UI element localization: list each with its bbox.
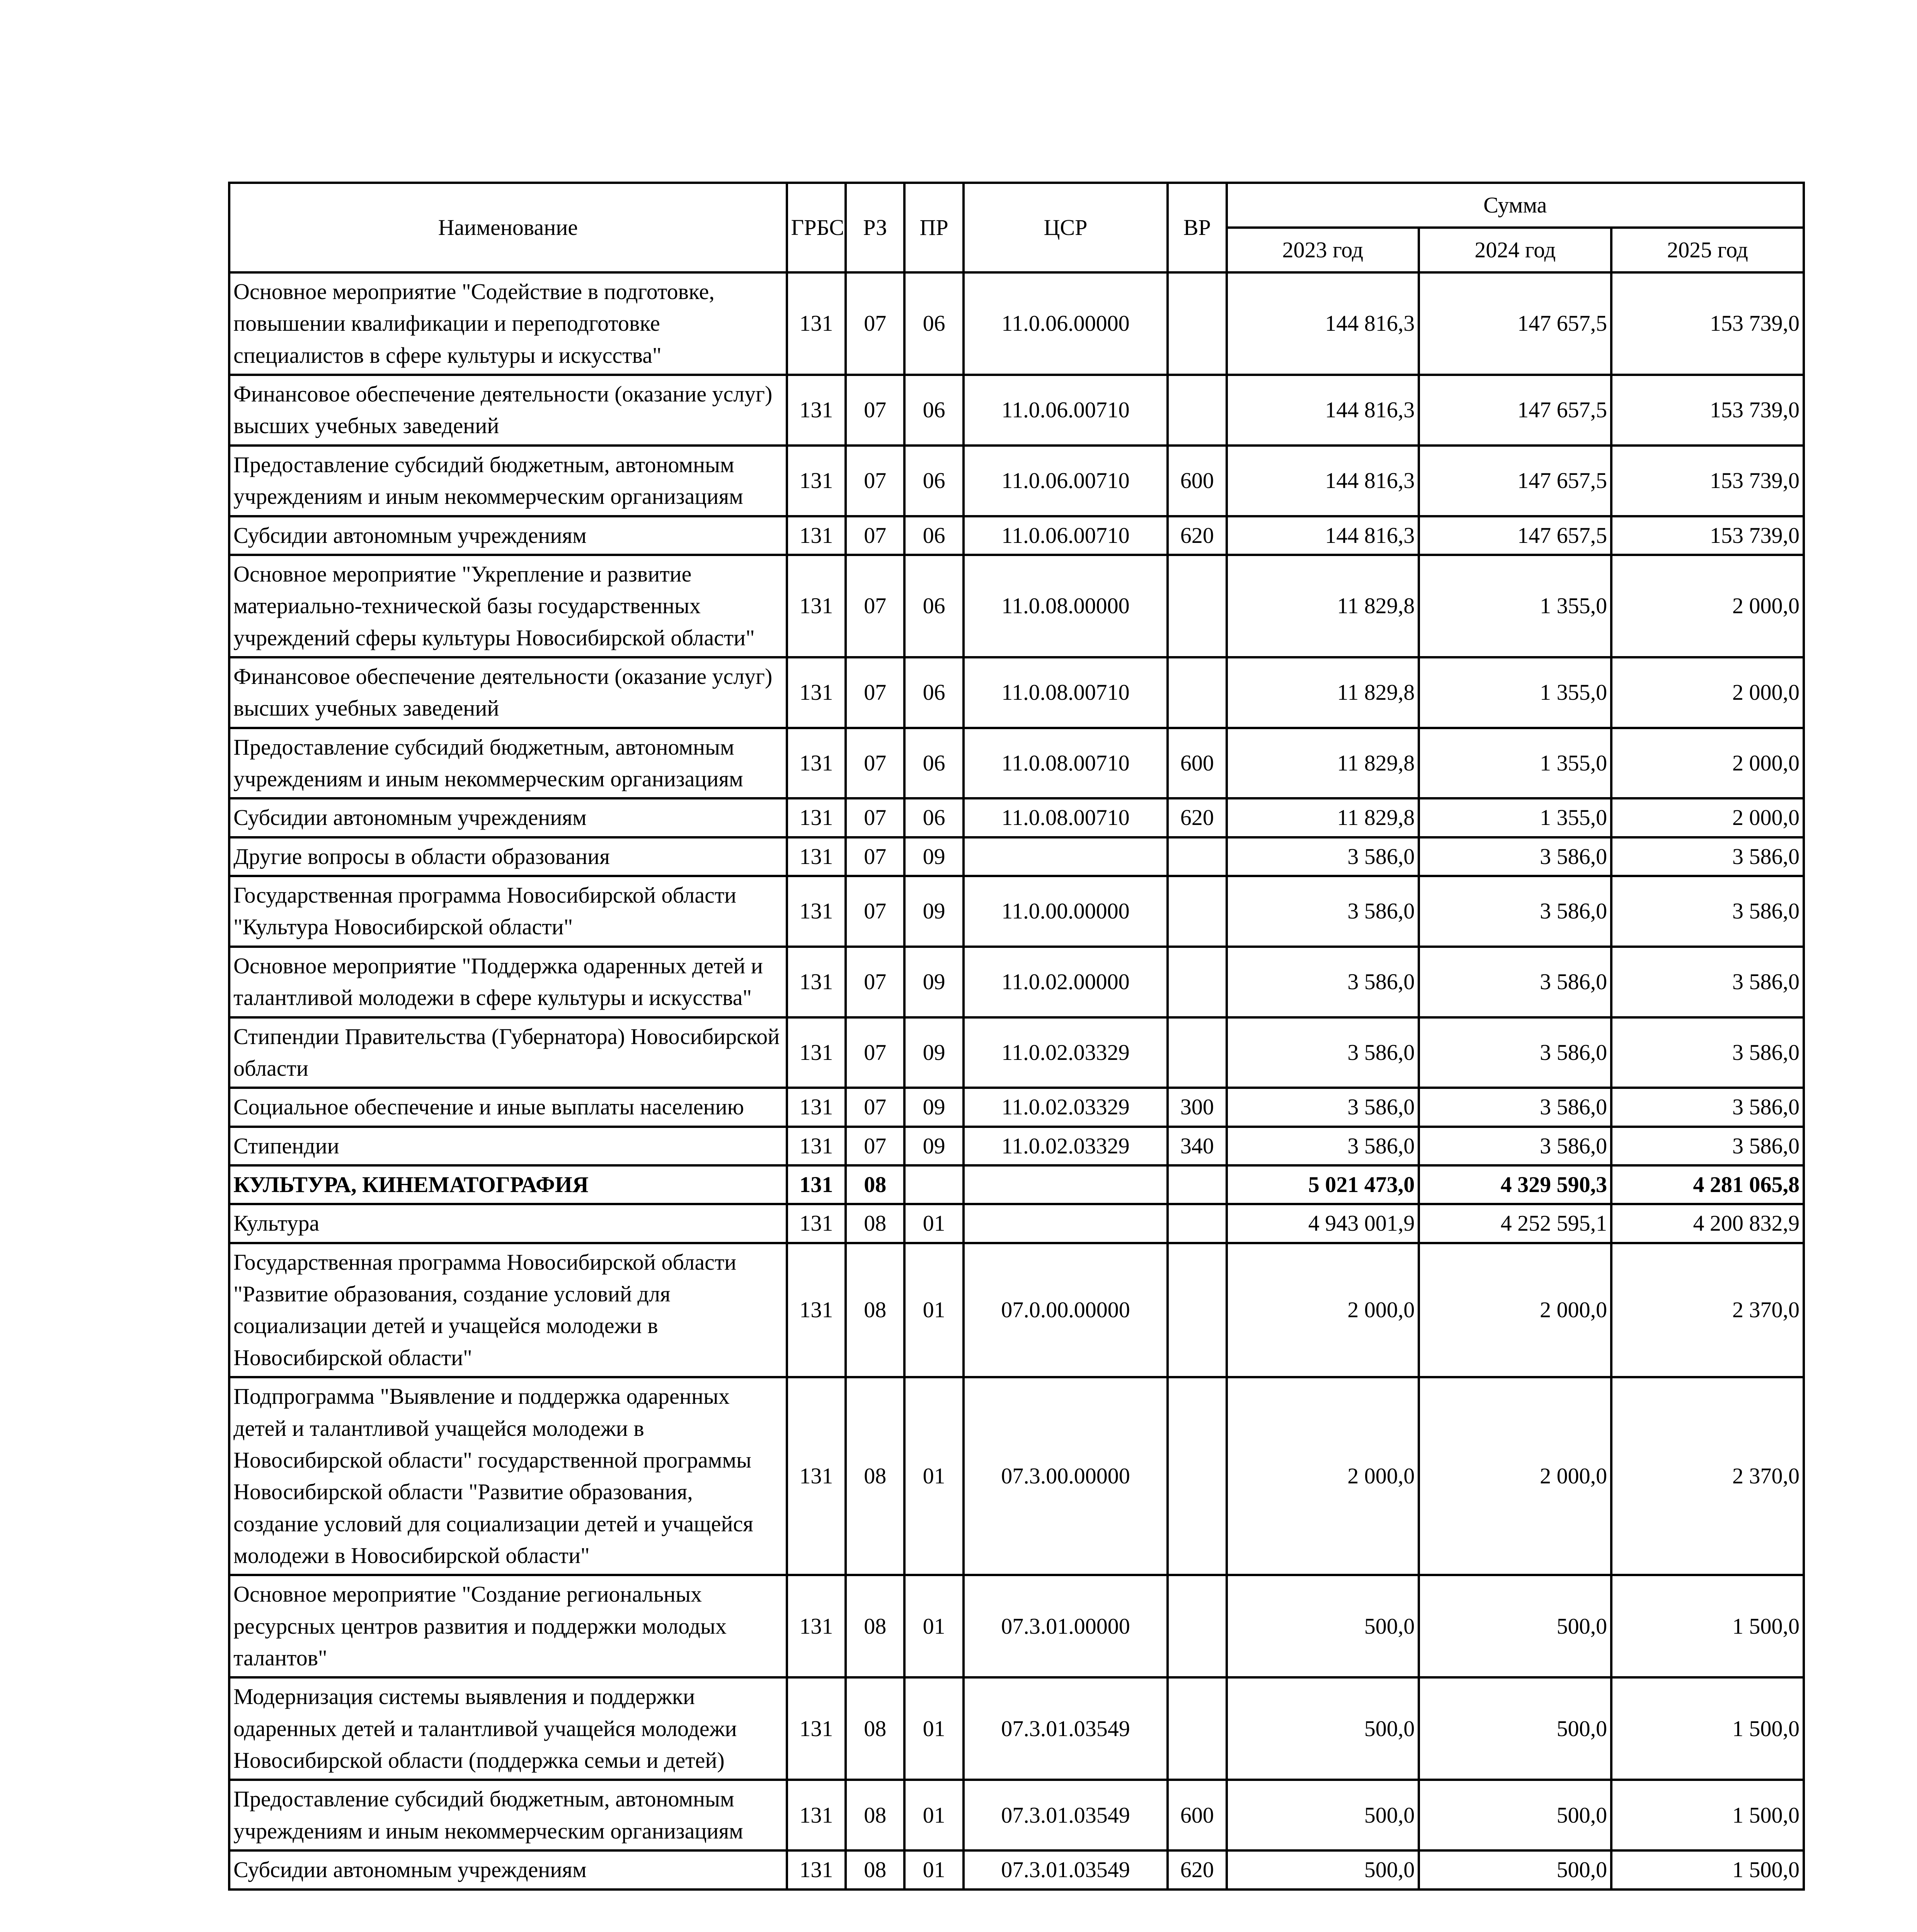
- table-row: [229, 1377, 1804, 1575]
- name-cell: Финансовое обеспечение деятельности (оказание услуг) высших учебных заведений: [229, 375, 787, 446]
- header-vr: ВР: [1168, 183, 1226, 272]
- amount-2024-cell: 4 329 590,3: [1419, 1165, 1611, 1204]
- vr-cell: [1168, 1243, 1226, 1377]
- vr-cell: [1168, 375, 1226, 446]
- name-cell: Основное мероприятие "Содействие в подготовке, повышении квалификации и переподготовке специалистов в сфере культуры и искусства": [229, 272, 787, 375]
- name-cell: Социальное обеспечение и иные выплаты населению: [229, 1088, 787, 1126]
- name-cell: Модернизация системы выявления и поддержки одаренных детей и талантливой учащейся молодежи Новосибирской области (поддержка семьи и детей): [229, 1677, 787, 1780]
- vr-cell: [1168, 272, 1226, 375]
- name-cell: Государственная программа Новосибирской области "Развитие образования, создание условий для социализации детей и учащейся молодежи в Новосибирской области": [229, 1243, 787, 1377]
- grbs-cell: 131: [787, 1575, 846, 1677]
- amount-2025-cell: 2 000,0: [1611, 798, 1804, 837]
- csr-cell: 11.0.06.00710: [964, 446, 1168, 516]
- rz-cell: 07: [846, 1017, 904, 1088]
- table-row: [229, 876, 1804, 947]
- name-cell: Предоставление субсидий бюджетным, автономным учреждениям и иным некоммерческим организациям: [229, 446, 787, 516]
- header-rz: РЗ: [846, 183, 904, 272]
- grbs-cell: 131: [787, 1017, 846, 1088]
- pr-cell: 09: [904, 1088, 963, 1126]
- amount-2024-cell: 147 657,5: [1419, 272, 1611, 375]
- pr-cell: 01: [904, 1677, 963, 1780]
- name-cell: Предоставление субсидий бюджетным, автономным учреждениям и иным некоммерческим организациям: [229, 728, 787, 799]
- name-cell: КУЛЬТУРА, КИНЕМАТОГРАФИЯ: [229, 1165, 787, 1204]
- rz-cell: 07: [846, 446, 904, 516]
- vr-cell: [1168, 1017, 1226, 1088]
- grbs-cell: 131: [787, 516, 846, 555]
- amount-2025-cell: 1 500,0: [1611, 1850, 1804, 1889]
- grbs-cell: 131: [787, 837, 846, 876]
- name-cell: Стипендии: [229, 1127, 787, 1165]
- csr-cell: 11.0.02.03329: [964, 1017, 1168, 1088]
- csr-cell: 11.0.08.00000: [964, 555, 1168, 657]
- grbs-cell: 131: [787, 1088, 846, 1126]
- rz-cell: 07: [846, 375, 904, 446]
- pr-cell: 06: [904, 798, 963, 837]
- grbs-cell: 131: [787, 1243, 846, 1377]
- pr-cell: 01: [904, 1850, 963, 1889]
- vr-cell: 600: [1168, 728, 1226, 799]
- amount-2024-cell: 1 355,0: [1419, 555, 1611, 657]
- table-row: [229, 272, 1804, 375]
- pr-cell: 06: [904, 516, 963, 555]
- amount-2024-cell: 500,0: [1419, 1780, 1611, 1850]
- grbs-cell: 131: [787, 1377, 846, 1575]
- table-row: [229, 516, 1804, 555]
- table-row: [229, 1127, 1804, 1165]
- table-row: [229, 1780, 1804, 1850]
- csr-cell: [964, 1204, 1168, 1243]
- rz-cell: 08: [846, 1243, 904, 1377]
- amount-2024-cell: 4 252 595,1: [1419, 1204, 1611, 1243]
- amount-2025-cell: 4 281 065,8: [1611, 1165, 1804, 1204]
- amount-2023-cell: 144 816,3: [1227, 516, 1419, 555]
- name-cell: Субсидии автономным учреждениям: [229, 516, 787, 555]
- amount-2025-cell: 4 200 832,9: [1611, 1204, 1804, 1243]
- grbs-cell: 131: [787, 375, 846, 446]
- amount-2023-cell: 3 586,0: [1227, 947, 1419, 1017]
- csr-cell: 11.0.08.00710: [964, 728, 1168, 799]
- table-body: [229, 272, 1804, 1889]
- amount-2025-cell: 2 370,0: [1611, 1243, 1804, 1377]
- amount-2025-cell: 1 500,0: [1611, 1677, 1804, 1780]
- amount-2025-cell: 2 000,0: [1611, 555, 1804, 657]
- amount-2025-cell: 1 500,0: [1611, 1780, 1804, 1850]
- amount-2025-cell: 3 586,0: [1611, 947, 1804, 1017]
- pr-cell: 01: [904, 1575, 963, 1677]
- table-row: [229, 1165, 1804, 1204]
- csr-cell: 11.0.00.00000: [964, 876, 1168, 947]
- csr-cell: 07.0.00.00000: [964, 1243, 1168, 1377]
- rz-cell: 07: [846, 1127, 904, 1165]
- header-pr: ПР: [904, 183, 963, 272]
- table-row: [229, 1204, 1804, 1243]
- amount-2023-cell: 11 829,8: [1227, 555, 1419, 657]
- csr-cell: 07.3.01.03549: [964, 1850, 1168, 1889]
- grbs-cell: 131: [787, 728, 846, 799]
- rz-cell: 08: [846, 1780, 904, 1850]
- vr-cell: 340: [1168, 1127, 1226, 1165]
- amount-2025-cell: 3 586,0: [1611, 1017, 1804, 1088]
- vr-cell: [1168, 876, 1226, 947]
- rz-cell: 07: [846, 516, 904, 555]
- pr-cell: 09: [904, 947, 963, 1017]
- table-row: [229, 1243, 1804, 1377]
- rz-cell: 08: [846, 1204, 904, 1243]
- pr-cell: 06: [904, 555, 963, 657]
- table-row: [229, 1677, 1804, 1780]
- amount-2023-cell: 11 829,8: [1227, 657, 1419, 728]
- vr-cell: [1168, 947, 1226, 1017]
- rz-cell: 07: [846, 657, 904, 728]
- amount-2025-cell: 3 586,0: [1611, 876, 1804, 947]
- pr-cell: 09: [904, 1127, 963, 1165]
- vr-cell: 600: [1168, 446, 1226, 516]
- vr-cell: 620: [1168, 798, 1226, 837]
- amount-2024-cell: 500,0: [1419, 1575, 1611, 1677]
- csr-cell: [964, 837, 1168, 876]
- rz-cell: 07: [846, 837, 904, 876]
- table-row: [229, 798, 1804, 837]
- name-cell: Финансовое обеспечение деятельности (оказание услуг) высших учебных заведений: [229, 657, 787, 728]
- table-row: [229, 728, 1804, 799]
- name-cell: Основное мероприятие "Создание региональных ресурсных центров развития и поддержки молодых талантов": [229, 1575, 787, 1677]
- amount-2025-cell: 3 586,0: [1611, 837, 1804, 876]
- pr-cell: [904, 1165, 963, 1204]
- amount-2024-cell: 500,0: [1419, 1677, 1611, 1780]
- table-row: [229, 555, 1804, 657]
- amount-2023-cell: 500,0: [1227, 1780, 1419, 1850]
- rz-cell: 08: [846, 1165, 904, 1204]
- csr-cell: 11.0.06.00000: [964, 272, 1168, 375]
- csr-cell: 11.0.06.00710: [964, 375, 1168, 446]
- pr-cell: 06: [904, 272, 963, 375]
- header-grbs: ГРБС: [787, 183, 846, 272]
- rz-cell: 07: [846, 798, 904, 837]
- amount-2023-cell: 11 829,8: [1227, 728, 1419, 799]
- name-cell: Основное мероприятие "Поддержка одаренных детей и талантливой молодежи в сфере культуры и искусства": [229, 947, 787, 1017]
- csr-cell: 11.0.08.00710: [964, 798, 1168, 837]
- amount-2024-cell: 3 586,0: [1419, 947, 1611, 1017]
- csr-cell: 11.0.06.00710: [964, 516, 1168, 555]
- table-row: [229, 1017, 1804, 1088]
- vr-cell: [1168, 657, 1226, 728]
- name-cell: Субсидии автономным учреждениям: [229, 1850, 787, 1889]
- pr-cell: 01: [904, 1780, 963, 1850]
- rz-cell: 08: [846, 1850, 904, 1889]
- amount-2025-cell: 2 370,0: [1611, 1377, 1804, 1575]
- amount-2023-cell: 3 586,0: [1227, 837, 1419, 876]
- amount-2024-cell: 147 657,5: [1419, 446, 1611, 516]
- csr-cell: 07.3.01.00000: [964, 1575, 1168, 1677]
- header-csr: ЦСР: [964, 183, 1168, 272]
- table-row: [229, 1088, 1804, 1126]
- amount-2025-cell: 2 000,0: [1611, 657, 1804, 728]
- table-row: [229, 1850, 1804, 1889]
- pr-cell: 06: [904, 375, 963, 446]
- pr-cell: 06: [904, 728, 963, 799]
- budget-table: [228, 182, 1805, 1891]
- amount-2023-cell: 2 000,0: [1227, 1377, 1419, 1575]
- vr-cell: [1168, 1377, 1226, 1575]
- grbs-cell: 131: [787, 446, 846, 516]
- vr-cell: [1168, 837, 1226, 876]
- amount-2023-cell: 11 829,8: [1227, 798, 1419, 837]
- amount-2024-cell: 1 355,0: [1419, 798, 1611, 837]
- name-cell: Государственная программа Новосибирской области "Культура Новосибирской области": [229, 876, 787, 947]
- grbs-cell: 131: [787, 876, 846, 947]
- amount-2025-cell: 153 739,0: [1611, 446, 1804, 516]
- amount-2025-cell: 153 739,0: [1611, 516, 1804, 555]
- grbs-cell: 131: [787, 1204, 846, 1243]
- pr-cell: 01: [904, 1377, 963, 1575]
- rz-cell: 07: [846, 728, 904, 799]
- grbs-cell: 131: [787, 1677, 846, 1780]
- name-cell: Стипендии Правительства (Губернатора) Новосибирской области: [229, 1017, 787, 1088]
- vr-cell: 600: [1168, 1780, 1226, 1850]
- amount-2023-cell: 144 816,3: [1227, 375, 1419, 446]
- amount-2025-cell: 153 739,0: [1611, 272, 1804, 375]
- name-cell: Основное мероприятие "Укрепление и развитие материально-технической базы государственных учреждений сферы культуры Новосибирской области": [229, 555, 787, 657]
- pr-cell: 09: [904, 876, 963, 947]
- pr-cell: 01: [904, 1204, 963, 1243]
- rz-cell: 08: [846, 1677, 904, 1780]
- table-row: [229, 446, 1804, 516]
- grbs-cell: 131: [787, 1780, 846, 1850]
- amount-2024-cell: 1 355,0: [1419, 657, 1611, 728]
- grbs-cell: 131: [787, 555, 846, 657]
- amount-2024-cell: 3 586,0: [1419, 1127, 1611, 1165]
- pr-cell: 06: [904, 446, 963, 516]
- header-year-2024: 2024 год: [1419, 228, 1611, 272]
- csr-cell: 07.3.01.03549: [964, 1780, 1168, 1850]
- amount-2025-cell: 3 586,0: [1611, 1127, 1804, 1165]
- grbs-cell: 131: [787, 1127, 846, 1165]
- amount-2023-cell: 500,0: [1227, 1575, 1419, 1677]
- rz-cell: 07: [846, 555, 904, 657]
- grbs-cell: 131: [787, 657, 846, 728]
- amount-2024-cell: 2 000,0: [1419, 1243, 1611, 1377]
- vr-cell: [1168, 1204, 1226, 1243]
- rz-cell: 07: [846, 272, 904, 375]
- amount-2024-cell: 147 657,5: [1419, 375, 1611, 446]
- amount-2024-cell: 1 355,0: [1419, 728, 1611, 799]
- amount-2023-cell: 2 000,0: [1227, 1243, 1419, 1377]
- pr-cell: 09: [904, 1017, 963, 1088]
- pr-cell: 06: [904, 657, 963, 728]
- pr-cell: 01: [904, 1243, 963, 1377]
- amount-2024-cell: 500,0: [1419, 1850, 1611, 1889]
- amount-2024-cell: 2 000,0: [1419, 1377, 1611, 1575]
- rz-cell: 08: [846, 1575, 904, 1677]
- csr-cell: 11.0.02.03329: [964, 1127, 1168, 1165]
- csr-cell: 07.3.01.03549: [964, 1677, 1168, 1780]
- amount-2025-cell: 1 500,0: [1611, 1575, 1804, 1677]
- vr-cell: 300: [1168, 1088, 1226, 1126]
- amount-2023-cell: 3 586,0: [1227, 1088, 1419, 1126]
- table-row: [229, 375, 1804, 446]
- grbs-cell: 131: [787, 1165, 846, 1204]
- rz-cell: 07: [846, 947, 904, 1017]
- table-header: [229, 183, 1804, 272]
- vr-cell: 620: [1168, 1850, 1226, 1889]
- csr-cell: 11.0.08.00710: [964, 657, 1168, 728]
- grbs-cell: 131: [787, 798, 846, 837]
- vr-cell: [1168, 1165, 1226, 1204]
- table-row: [229, 657, 1804, 728]
- grbs-cell: 131: [787, 272, 846, 375]
- amount-2024-cell: 3 586,0: [1419, 1017, 1611, 1088]
- table-row: [229, 1575, 1804, 1677]
- csr-cell: 07.3.00.00000: [964, 1377, 1168, 1575]
- header-year-2025: 2025 год: [1611, 228, 1804, 272]
- pr-cell: 09: [904, 837, 963, 876]
- name-cell: Другие вопросы в области образования: [229, 837, 787, 876]
- name-cell: Подпрограмма "Выявление и поддержка одаренных детей и талантливой учащейся молодежи в Новосибирской области" государственной программы Новосибирской области "Развитие образования, создание условий для социализации детей и учащейся молодежи в Новосибирской области": [229, 1377, 787, 1575]
- name-cell: Культура: [229, 1204, 787, 1243]
- header-year-2023: 2023 год: [1227, 228, 1419, 272]
- amount-2023-cell: 144 816,3: [1227, 272, 1419, 375]
- rz-cell: 07: [846, 876, 904, 947]
- amount-2023-cell: 144 816,3: [1227, 446, 1419, 516]
- amount-2024-cell: 3 586,0: [1419, 837, 1611, 876]
- amount-2023-cell: 500,0: [1227, 1850, 1419, 1889]
- table-row: [229, 947, 1804, 1017]
- amount-2023-cell: 4 943 001,9: [1227, 1204, 1419, 1243]
- amount-2023-cell: 3 586,0: [1227, 876, 1419, 947]
- csr-cell: [964, 1165, 1168, 1204]
- vr-cell: [1168, 1575, 1226, 1677]
- amount-2024-cell: 3 586,0: [1419, 1088, 1611, 1126]
- amount-2024-cell: 3 586,0: [1419, 876, 1611, 947]
- rz-cell: 07: [846, 1088, 904, 1126]
- amount-2025-cell: 3 586,0: [1611, 1088, 1804, 1126]
- vr-cell: [1168, 555, 1226, 657]
- amount-2023-cell: 500,0: [1227, 1677, 1419, 1780]
- vr-cell: 620: [1168, 516, 1226, 555]
- rz-cell: 08: [846, 1377, 904, 1575]
- header-name: Наименование: [229, 183, 787, 272]
- name-cell: Предоставление субсидий бюджетным, автономным учреждениям и иным некоммерческим организациям: [229, 1780, 787, 1850]
- amount-2023-cell: 3 586,0: [1227, 1127, 1419, 1165]
- amount-2025-cell: 2 000,0: [1611, 728, 1804, 799]
- name-cell: Субсидии автономным учреждениям: [229, 798, 787, 837]
- header-sum: Сумма: [1227, 183, 1804, 228]
- grbs-cell: 131: [787, 947, 846, 1017]
- amount-2025-cell: 153 739,0: [1611, 375, 1804, 446]
- grbs-cell: 131: [787, 1850, 846, 1889]
- amount-2023-cell: 3 586,0: [1227, 1017, 1419, 1088]
- vr-cell: [1168, 1677, 1226, 1780]
- amount-2024-cell: 147 657,5: [1419, 516, 1611, 555]
- csr-cell: 11.0.02.03329: [964, 1088, 1168, 1126]
- amount-2023-cell: 5 021 473,0: [1227, 1165, 1419, 1204]
- table-row: [229, 837, 1804, 876]
- csr-cell: 11.0.02.00000: [964, 947, 1168, 1017]
